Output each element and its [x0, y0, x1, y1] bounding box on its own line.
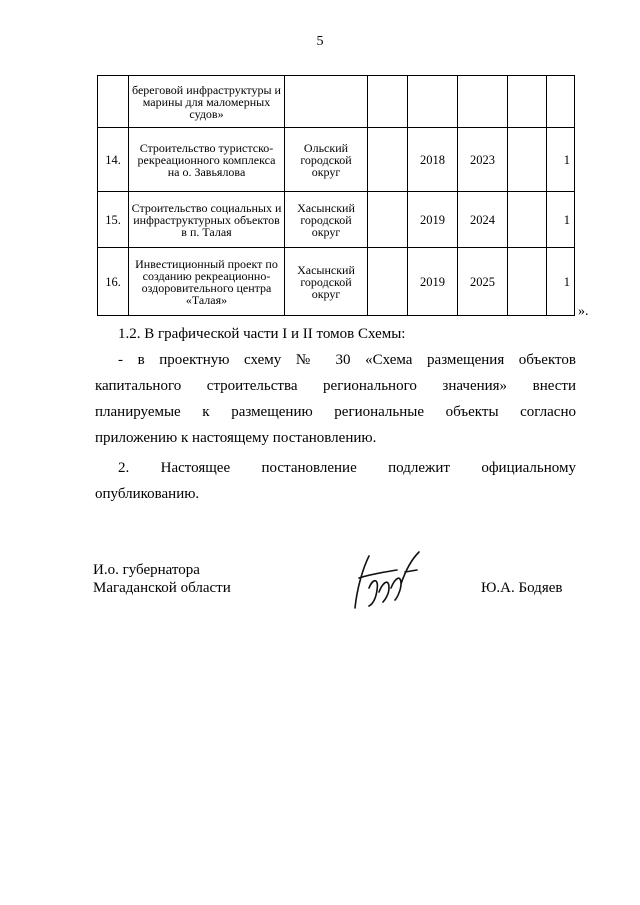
- empty-cell: [368, 248, 408, 316]
- empty-cell: [508, 76, 547, 128]
- empty-cell: [508, 192, 547, 248]
- year-end: 2024: [458, 192, 508, 248]
- objects-table: [97, 75, 575, 316]
- year-end: 2023: [458, 128, 508, 192]
- table-row: [98, 76, 575, 128]
- object-count: 1: [547, 192, 575, 248]
- object-location: Хасынский городской округ: [285, 248, 368, 316]
- paragraph-line: опубликованию.: [95, 486, 200, 502]
- closing-quote: ».: [578, 304, 589, 319]
- object-count: 1: [547, 128, 575, 192]
- year-start: [408, 76, 458, 128]
- signatory-title-line: Магаданской области: [93, 580, 231, 596]
- handwritten-signature-icon: [345, 548, 425, 616]
- signatory-title: [93, 561, 231, 597]
- object-location: [285, 76, 368, 128]
- row-number: 15.: [98, 192, 129, 248]
- object-name: Инвестиционный проект по созданию рекреационно-оздоровительного центра «Талая»: [129, 248, 285, 316]
- paragraph-line: капитального строительства регионального значения» внести: [95, 378, 576, 394]
- object-name: береговой инфраструктуры и марины для маломерных судов»: [129, 76, 285, 128]
- year-start: 2018: [408, 128, 458, 192]
- row-number: 14.: [98, 128, 129, 192]
- signatory-title-line: И.о. губернатора: [93, 562, 200, 578]
- paragraph-1-2: 1.2. В графической части I и II томов Схемы:: [118, 326, 406, 342]
- empty-cell: [508, 248, 547, 316]
- empty-cell: [508, 128, 547, 192]
- signatory-name: Ю.А. Бодяев: [481, 580, 563, 596]
- page-number: 5: [316, 34, 324, 49]
- paragraph-line: планируемые к размещению региональные объекты согласно: [95, 404, 576, 420]
- year-start: 2019: [408, 248, 458, 316]
- paragraph-list-line: - в проектную схему № 30 «Схема размещения объектов: [118, 352, 576, 368]
- object-location: Ольский городской округ: [285, 128, 368, 192]
- year-end: [458, 76, 508, 128]
- object-name: Строительство туристско-рекреационного комплекса на о. Завьялова: [129, 128, 285, 192]
- year-start: 2019: [408, 192, 458, 248]
- paragraph-line: приложению к настоящему постановлению.: [95, 430, 377, 446]
- table-row: [98, 192, 575, 248]
- object-name: Строительство социальных и инфраструктурных объектов в п. Талая: [129, 192, 285, 248]
- object-count: [547, 76, 575, 128]
- empty-cell: [368, 128, 408, 192]
- row-number: [98, 76, 129, 128]
- year-end: 2025: [458, 248, 508, 316]
- empty-cell: [368, 76, 408, 128]
- empty-cell: [368, 192, 408, 248]
- paragraph-2: 2. Настоящее постановление подлежит официальному: [118, 460, 576, 476]
- row-number: 16.: [98, 248, 129, 316]
- object-count: 1: [547, 248, 575, 316]
- object-location: Хасынский городской округ: [285, 192, 368, 248]
- table-row: [98, 128, 575, 192]
- table-row: [98, 248, 575, 316]
